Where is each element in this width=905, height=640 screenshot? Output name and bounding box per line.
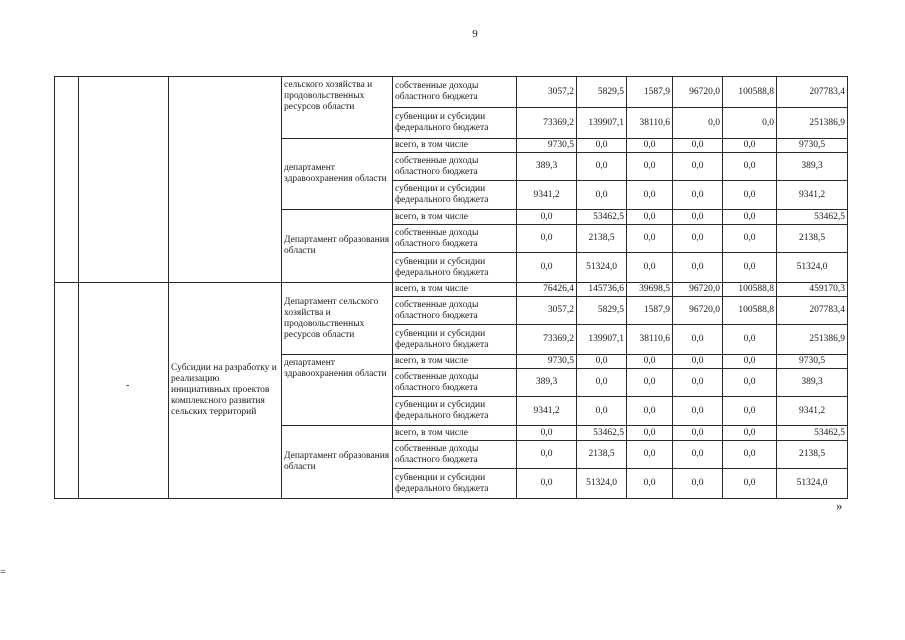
value-cell: 139907,1 <box>577 108 627 139</box>
total-cell: 9341,2 <box>777 397 848 426</box>
value-cell: 53462,5 <box>577 426 627 441</box>
value-cell: 0,0 <box>673 355 723 369</box>
value-cell: 0,0 <box>627 469 673 499</box>
value-cell: 0,0 <box>517 210 577 225</box>
total-cell: 389,3 <box>777 369 848 397</box>
value-cell: 0,0 <box>723 253 777 283</box>
value-cell: 0,0 <box>627 397 673 426</box>
funding-source-cell: субвенции и субсидии федерального бюджета <box>393 325 517 355</box>
value-cell: 0,0 <box>723 325 777 355</box>
value-cell: 0,0 <box>517 469 577 499</box>
value-cell: 0,0 <box>723 426 777 441</box>
value-cell: 0,0 <box>627 369 673 397</box>
value-cell: 0,0 <box>673 426 723 441</box>
value-cell: 9730,5 <box>517 139 577 153</box>
value-cell: 73369,2 <box>517 108 577 139</box>
funding-source-cell: субвенции и субсидии федерального бюджета <box>393 253 517 283</box>
value-cell: 0,0 <box>673 139 723 153</box>
funding-source-cell: собственные доходы областного бюджета <box>393 153 517 181</box>
department-cell: Департамент образования области <box>282 426 393 499</box>
value-cell: 0,0 <box>673 469 723 499</box>
value-cell: 9341,2 <box>517 181 577 210</box>
value-cell: 0,0 <box>673 153 723 181</box>
value-cell: 0,0 <box>673 225 723 253</box>
value-cell: 0,0 <box>517 426 577 441</box>
empty-program-cell <box>79 283 169 499</box>
value-cell: 389,3 <box>517 153 577 181</box>
value-cell: 0,0 <box>723 139 777 153</box>
value-cell: 0,0 <box>627 426 673 441</box>
value-cell: 5829,5 <box>577 77 627 108</box>
value-cell: 0,0 <box>627 355 673 369</box>
total-cell: 51324,0 <box>777 253 848 283</box>
funding-source-cell: всего, в том числе <box>393 355 517 369</box>
value-cell: 0,0 <box>673 369 723 397</box>
value-cell: 0,0 <box>517 225 577 253</box>
funding-source-cell: всего, в том числе <box>393 210 517 225</box>
table-row <box>55 77 848 108</box>
value-cell: 0,0 <box>517 441 577 469</box>
total-cell: 207783,4 <box>777 297 848 325</box>
value-cell: 0,0 <box>723 181 777 210</box>
empty-program-cell <box>79 77 169 283</box>
value-cell: 0,0 <box>673 325 723 355</box>
empty-number-cell <box>55 77 79 283</box>
value-cell: 100588,8 <box>723 77 777 108</box>
value-cell: 0,0 <box>627 253 673 283</box>
total-cell: 459170,3 <box>777 283 848 297</box>
department-cell: Департамент сельского хозяйства и продовольственных ресурсов области <box>282 283 393 355</box>
value-cell: 0,0 <box>723 441 777 469</box>
value-cell: 51324,0 <box>577 469 627 499</box>
total-cell: 53462,5 <box>777 210 848 225</box>
value-cell: 0,0 <box>627 225 673 253</box>
budget-table <box>54 76 848 499</box>
department-cell: департамент здравоохранения области <box>282 355 393 426</box>
value-cell: 0,0 <box>627 441 673 469</box>
value-cell: 100588,8 <box>723 283 777 297</box>
value-cell: 0,0 <box>577 153 627 181</box>
value-cell: 0,0 <box>577 397 627 426</box>
value-cell: 0,0 <box>627 139 673 153</box>
funding-source-cell: собственные доходы областного бюджета <box>393 297 517 325</box>
value-cell: 0,0 <box>577 181 627 210</box>
funding-source-cell: собственные доходы областного бюджета <box>393 369 517 397</box>
value-cell: 96720,0 <box>673 297 723 325</box>
total-cell: 9730,5 <box>777 355 848 369</box>
value-cell: 0,0 <box>673 108 723 139</box>
activity-cell: Субсидии на разработку и реализацию инициативных проектов комплексного развития сельских территорий <box>169 283 282 499</box>
value-cell: 73369,2 <box>517 325 577 355</box>
empty-number-cell <box>55 283 79 499</box>
total-cell: 251386,9 <box>777 108 848 139</box>
value-cell: 9341,2 <box>517 397 577 426</box>
funding-source-cell: субвенции и субсидии федерального бюджета <box>393 469 517 499</box>
margin-mark: = <box>0 567 6 578</box>
value-cell: 0,0 <box>723 225 777 253</box>
total-cell: 53462,5 <box>777 426 848 441</box>
department-cell: департамент здравоохранения области <box>282 139 393 210</box>
funding-source-cell: субвенции и субсидии федерального бюджета <box>393 181 517 210</box>
value-cell: 0,0 <box>673 441 723 469</box>
value-cell: 0,0 <box>723 210 777 225</box>
total-cell: 2138,5 <box>777 441 848 469</box>
closing-quote-mark: » <box>836 498 843 513</box>
value-cell: 0,0 <box>723 397 777 426</box>
value-cell: 0,0 <box>577 369 627 397</box>
funding-source-cell: собственные доходы областного бюджета <box>393 77 517 108</box>
funding-source-cell: субвенции и субсидии федерального бюджета <box>393 108 517 139</box>
value-cell: 389,3 <box>517 369 577 397</box>
funding-source-cell: субвенции и субсидии федерального бюджета <box>393 397 517 426</box>
value-cell: 0,0 <box>627 210 673 225</box>
value-cell: 2138,5 <box>577 225 627 253</box>
value-cell: 0,0 <box>517 253 577 283</box>
total-cell: 2138,5 <box>777 225 848 253</box>
stray-dash-mark: - <box>126 380 130 391</box>
funding-source-cell: всего, в том числе <box>393 283 517 297</box>
value-cell: 38110,6 <box>627 325 673 355</box>
value-cell: 100588,8 <box>723 297 777 325</box>
value-cell: 0,0 <box>723 355 777 369</box>
value-cell: 0,0 <box>577 355 627 369</box>
funding-source-cell: собственные доходы областного бюджета <box>393 441 517 469</box>
value-cell: 1587,9 <box>627 77 673 108</box>
value-cell: 0,0 <box>627 181 673 210</box>
value-cell: 0,0 <box>673 210 723 225</box>
value-cell: 96720,0 <box>673 283 723 297</box>
value-cell: 139907,1 <box>577 325 627 355</box>
total-cell: 251386,9 <box>777 325 848 355</box>
funding-source-cell: всего, в том числе <box>393 139 517 153</box>
value-cell: 0,0 <box>673 181 723 210</box>
empty-activity-cell <box>169 77 282 283</box>
value-cell: 39698,5 <box>627 283 673 297</box>
value-cell: 2138,5 <box>577 441 627 469</box>
total-cell: 51324,0 <box>777 469 848 499</box>
value-cell: 0,0 <box>577 139 627 153</box>
value-cell: 0,0 <box>673 397 723 426</box>
department-cell: Департамент образования области <box>282 210 393 283</box>
value-cell: 5829,5 <box>577 297 627 325</box>
value-cell: 0,0 <box>627 153 673 181</box>
value-cell: 0,0 <box>723 153 777 181</box>
page-number: 9 <box>472 28 478 40</box>
value-cell: 76426,4 <box>517 283 577 297</box>
value-cell: 3057,2 <box>517 297 577 325</box>
value-cell: 0,0 <box>723 369 777 397</box>
total-cell: 389,3 <box>777 153 848 181</box>
total-cell: 9730,5 <box>777 139 848 153</box>
value-cell: 9730,5 <box>517 355 577 369</box>
department-cell: сельского хозяйства и продовольственных ресурсов области <box>282 77 393 139</box>
value-cell: 51324,0 <box>577 253 627 283</box>
value-cell: 38110,6 <box>627 108 673 139</box>
value-cell: 53462,5 <box>577 210 627 225</box>
value-cell: 145736,6 <box>577 283 627 297</box>
table-row <box>55 283 848 297</box>
funding-source-cell: собственные доходы областного бюджета <box>393 225 517 253</box>
total-cell: 207783,4 <box>777 77 848 108</box>
value-cell: 3057,2 <box>517 77 577 108</box>
funding-source-cell: всего, в том числе <box>393 426 517 441</box>
value-cell: 1587,9 <box>627 297 673 325</box>
value-cell: 0,0 <box>723 469 777 499</box>
value-cell: 0,0 <box>673 253 723 283</box>
value-cell: 96720,0 <box>673 77 723 108</box>
total-cell: 9341,2 <box>777 181 848 210</box>
value-cell: 0,0 <box>723 108 777 139</box>
